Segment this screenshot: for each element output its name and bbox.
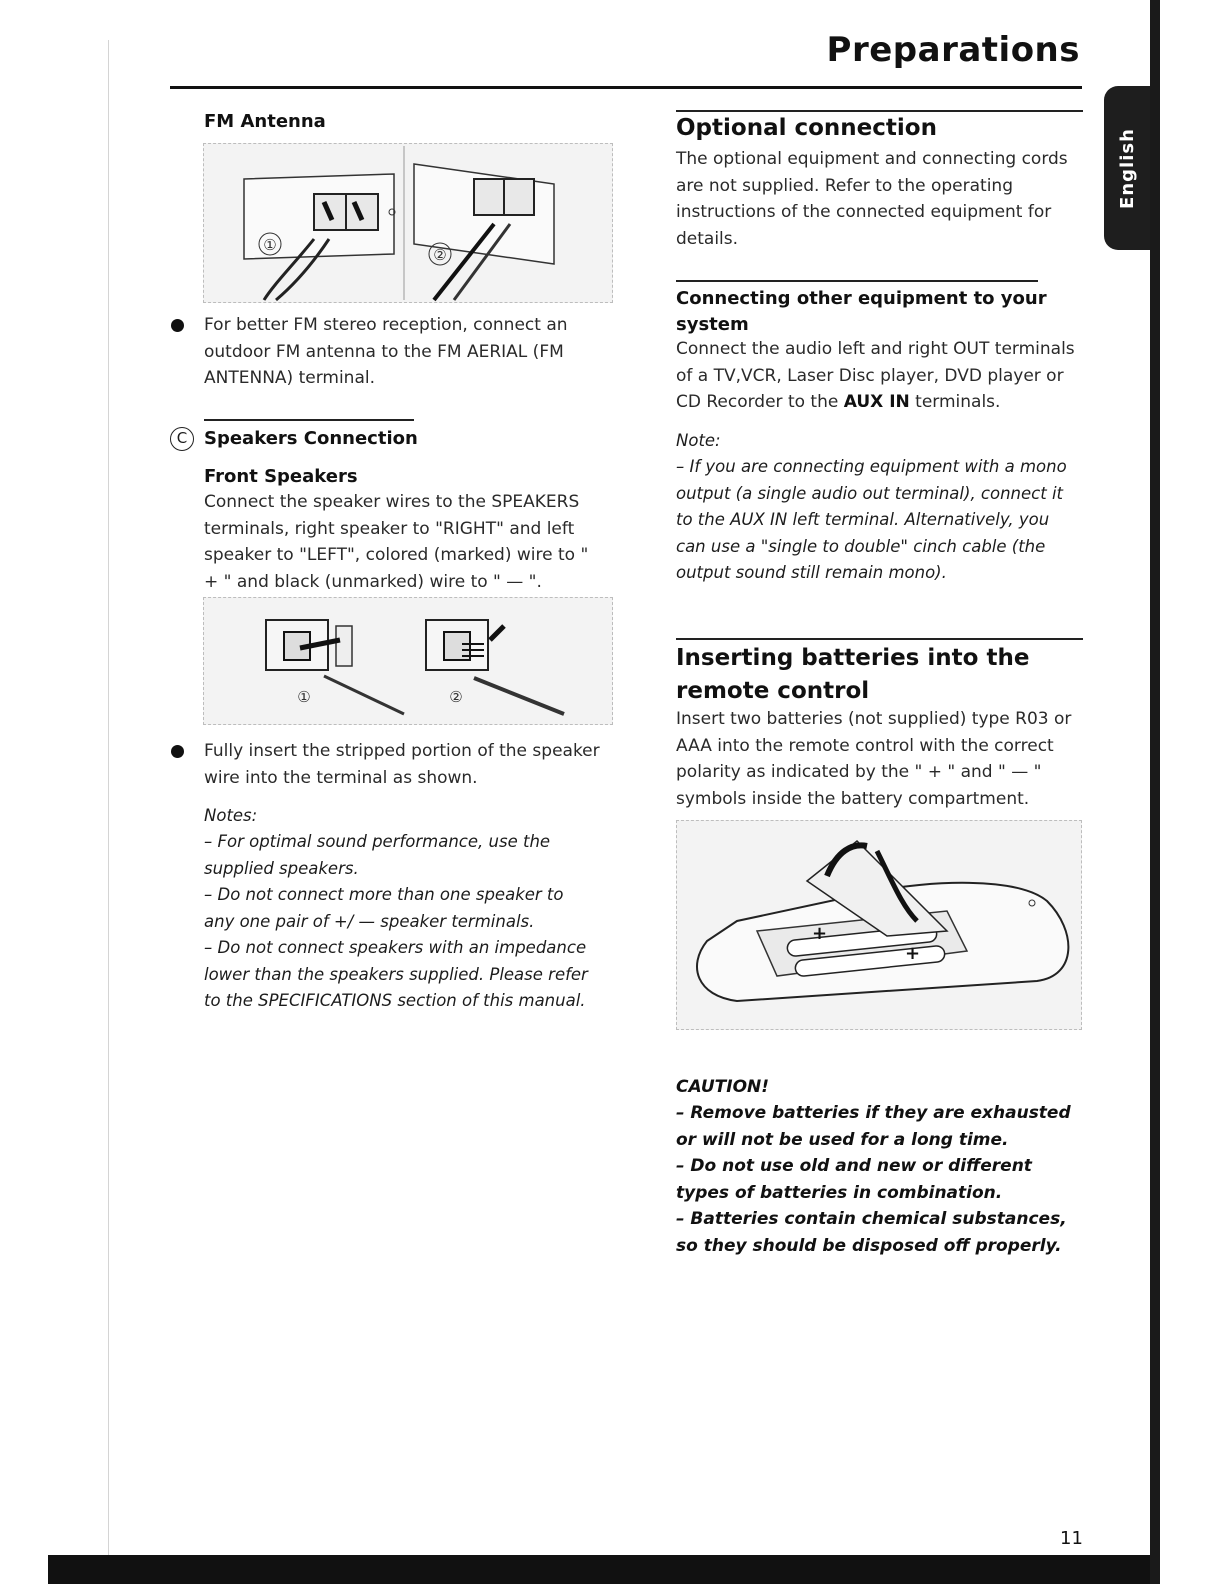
other-equipment-text xyxy=(676,336,1081,416)
remote-battery-illustration xyxy=(677,821,1081,1029)
speaker-bullet xyxy=(171,745,184,758)
speaker-terminal-illustration xyxy=(204,598,612,724)
other-equipment-heading: Connecting other equipment to your system xyxy=(676,288,1047,335)
language-tab-label: English xyxy=(1116,127,1138,209)
language-tab xyxy=(1104,86,1150,250)
batteries-text: Insert two batteries (not supplied) type R03 or AAA into the remote control with the correct polarity as indicated by the " + " and " — " symbols inside the battery compartment. xyxy=(676,709,1072,809)
battery-plus-icon: + xyxy=(905,943,921,964)
page-title: Preparations xyxy=(826,30,1080,70)
speakers-rule xyxy=(204,419,414,421)
fm-figure-label-1: ① xyxy=(263,236,277,254)
speaker-figure-label-1: ① xyxy=(297,688,311,706)
scan-edge-right xyxy=(1150,0,1160,1584)
speaker-bullet-text: Fully insert the stripped portion of the speaker wire into the terminal as shown. xyxy=(204,741,600,788)
other-equipment-text-post: terminals. xyxy=(909,392,1001,412)
other-equipment-text-pre: Connect the audio left and right OUT terminals of a TV,VCR, Laser Disc player, DVD player or CD Recorder to the xyxy=(676,339,1075,412)
scan-edge-left xyxy=(108,40,109,1570)
notes-heading: Notes: xyxy=(204,806,258,825)
fm-figure-label-2: ② xyxy=(433,246,447,264)
optional-connection-text: The optional equipment and connecting cords are not supplied. Refer to the operating instructions of the connected equipment for details. xyxy=(676,149,1068,249)
optional-connection-heading: Optional connection xyxy=(676,115,937,141)
other-equipment-note: – If you are connecting equipment with a mono output (a single audio out terminal), connect it to the AUX IN left terminal. Alternatively, you can use a "single to double" cinch cable (the output sound still remain mono). xyxy=(676,457,1067,582)
fm-antenna-figure xyxy=(203,143,613,303)
speaker-figure-label-2: ② xyxy=(449,688,463,706)
title-rule xyxy=(170,86,1082,89)
note-item-2: – Do not connect more than one speaker to any one pair of +/ — speaker terminals. xyxy=(204,885,564,931)
scan-edge-bottom xyxy=(48,1555,1150,1584)
front-speakers-text: Connect the speaker wires to the SPEAKERS terminals, right speaker to "RIGHT" and left speaker to "LEFT", colored (marked) wire to " + " and black (unmarked) wire to " — ". xyxy=(204,492,589,592)
batteries-heading: Inserting batteries into the remote control xyxy=(676,645,1030,704)
section-marker-c: C xyxy=(170,427,194,451)
speakers-heading: Speakers Connection xyxy=(204,428,418,449)
caution-heading: CAUTION! xyxy=(676,1077,770,1097)
note-item-1: – For optimal sound performance, use the supplied speakers. xyxy=(204,832,551,878)
remote-battery-figure xyxy=(676,820,1082,1030)
other-equipment-note-heading: Note: xyxy=(676,431,721,450)
fm-bullet-text: For better FM stereo reception, connect an outdoor FM antenna to the FM AERIAL (FM ANTENNA) terminal. xyxy=(204,315,568,388)
front-speakers-heading: Front Speakers xyxy=(204,466,358,487)
batteries-rule xyxy=(676,638,1083,640)
other-equipment-rule xyxy=(676,280,1038,282)
note-item-3: – Do not connect speakers with an impedance lower than the speakers supplied. Please refer to the SPECIFICATIONS section of this manual. xyxy=(204,938,588,1010)
fm-bullet xyxy=(171,319,184,332)
caution-item-3: – Batteries contain chemical substances, so they should be disposed off properly. xyxy=(676,1209,1067,1256)
fm-antenna-illustration xyxy=(204,144,612,302)
fm-antenna-heading: FM Antenna xyxy=(204,111,326,132)
caution-item-2: – Do not use old and new or different types of batteries in combination. xyxy=(676,1156,1032,1203)
page-number: 11 xyxy=(1060,1528,1083,1549)
speaker-terminal-figure xyxy=(203,597,613,725)
battery-plus-icon: + xyxy=(812,923,828,944)
aux-in-label: AUX IN xyxy=(843,392,910,412)
caution-item-1: – Remove batteries if they are exhausted or will not be used for a long time. xyxy=(676,1103,1071,1150)
